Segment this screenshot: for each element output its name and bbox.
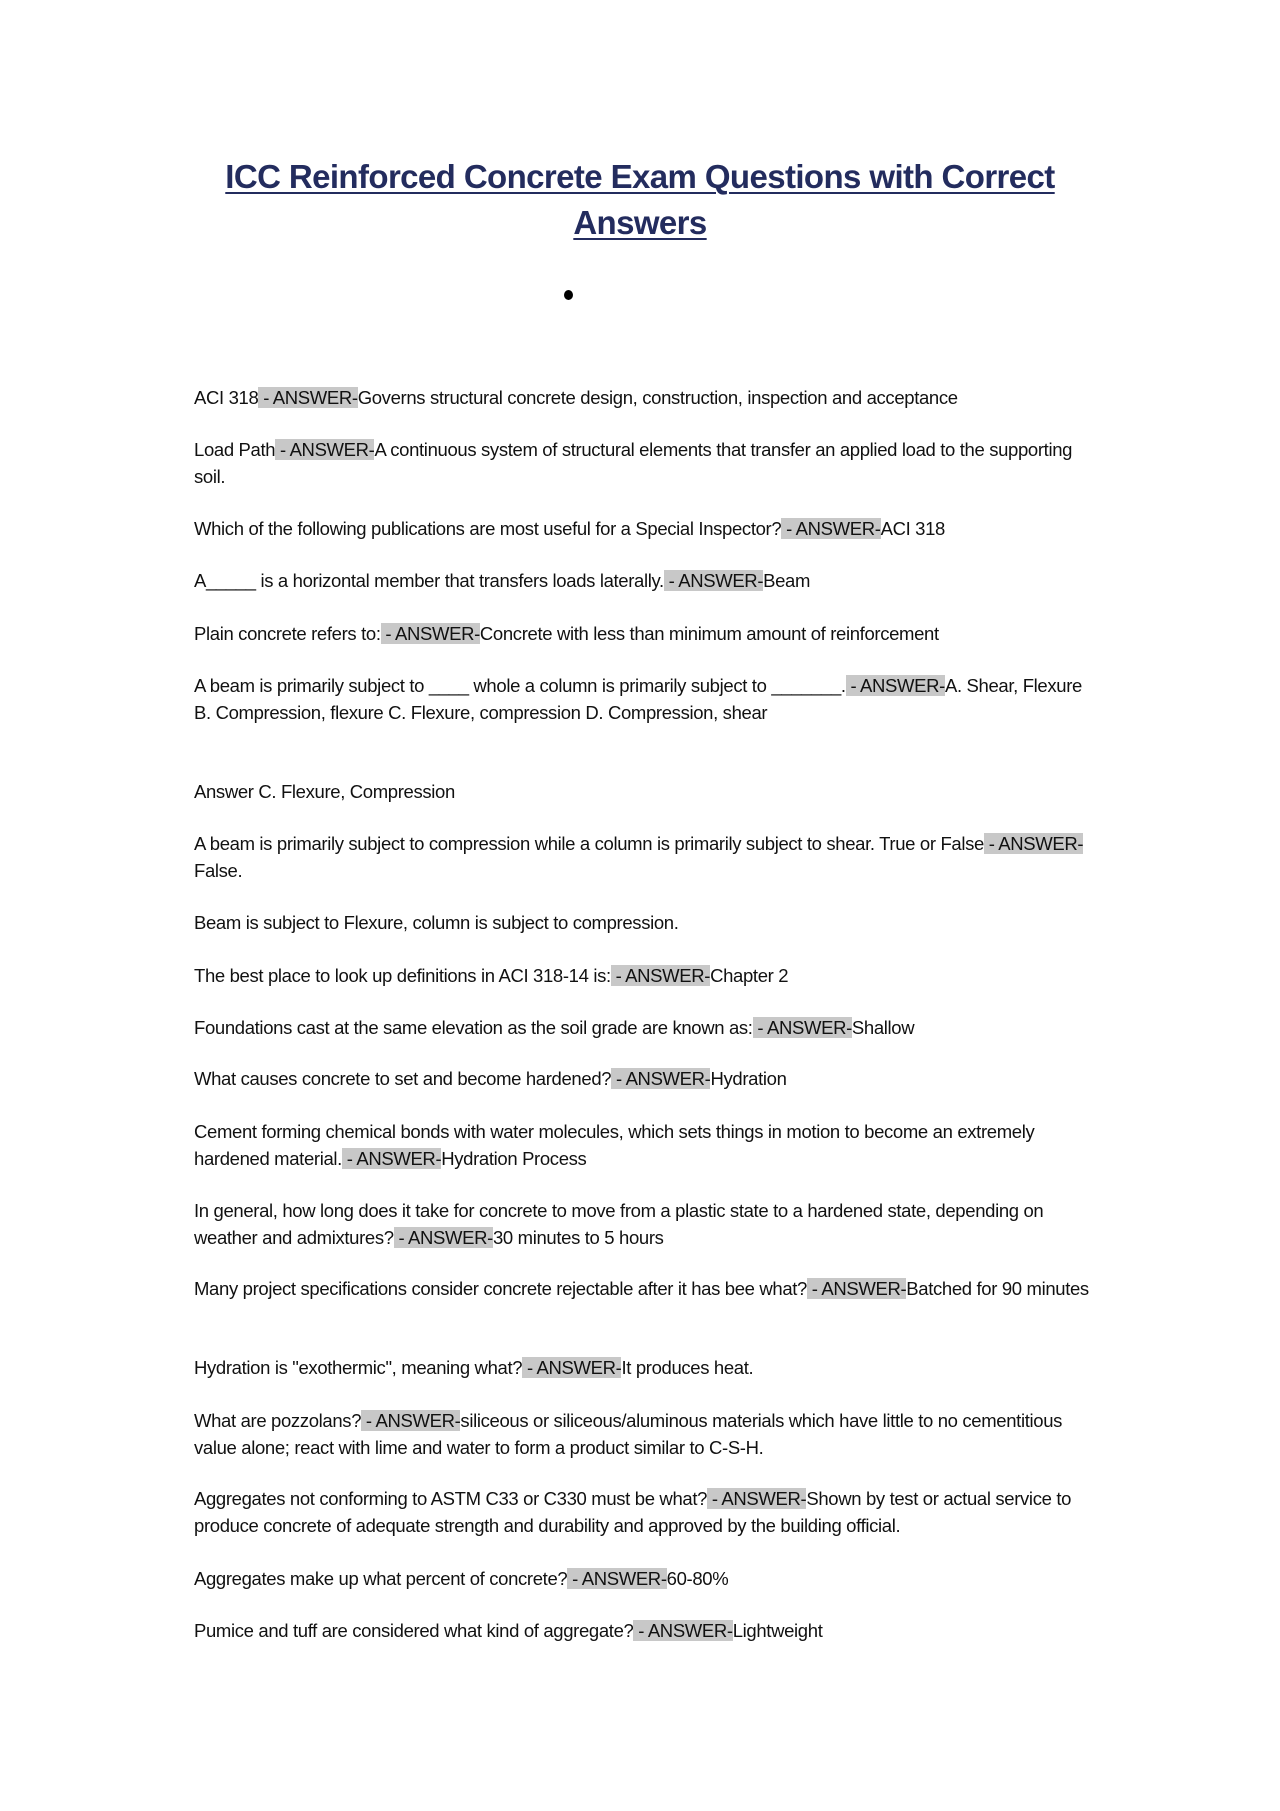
- answer-text: Governs structural concrete design, construction, inspection and acceptance: [357, 387, 958, 408]
- answer-text: siliceous or siliceous/aluminous materials which have little to no cementitious value alone; react with lime and water to form a product similar to C-S-H.: [194, 1410, 1063, 1458]
- answer-marker: - ANSWER-: [522, 1357, 622, 1378]
- bullet-icon: [564, 290, 573, 300]
- answer-marker: - ANSWER-: [845, 675, 945, 696]
- qa-item: [194, 1015, 1094, 1042]
- question-text: Cement forming chemical bonds with water molecules, which sets things in motion to become an extremely hardened material.: [194, 1121, 1035, 1169]
- qa-item: [194, 1198, 1094, 1251]
- question-text: ACI 318: [194, 387, 259, 408]
- answer-note: Answer C. Flexure, Compression: [194, 781, 455, 802]
- question-text: A_____ is a horizontal member that transfers loads laterally.: [194, 570, 664, 591]
- question-text: Load Path: [194, 439, 276, 460]
- question-text: What causes concrete to set and become hardened?: [194, 1068, 612, 1089]
- answer-text: Shallow: [851, 1017, 915, 1038]
- answer-marker: - ANSWER-: [275, 439, 375, 460]
- title-text: Answers: [573, 204, 707, 241]
- answer-marker: - ANSWER-: [361, 1410, 461, 1431]
- document-title-line1: [150, 158, 1130, 196]
- answer-marker: - ANSWER-: [983, 833, 1084, 854]
- answer-marker: - ANSWER-: [663, 570, 764, 591]
- answer-marker: - ANSWER-: [341, 1147, 442, 1169]
- answer-text: False.: [194, 859, 243, 881]
- qa-item: [194, 621, 1094, 648]
- answer-marker: - ANSWER-: [258, 387, 358, 408]
- qa-item: [194, 673, 1094, 726]
- title-text: ICC Reinforced Concrete Exam Questions with Correct: [225, 158, 1055, 195]
- answer-text: Hydration: [710, 1068, 787, 1089]
- answer-marker: - ANSWER-: [611, 1068, 711, 1089]
- answer-text: Concrete with less than minimum amount of reinforcement: [479, 623, 939, 644]
- question-text: Many project specifications consider concrete rejectable after it has bee what?: [194, 1278, 807, 1299]
- qa-item: [194, 1408, 1094, 1461]
- qa-item: [194, 1276, 1094, 1303]
- answer-text: ACI 318: [880, 518, 945, 539]
- question-text: Hydration is "exothermic", meaning what?: [194, 1357, 523, 1378]
- answer-marker: - ANSWER-: [610, 965, 711, 986]
- beam-note: Beam is subject to Flexure, column is subject to compression.: [194, 912, 679, 933]
- answer-marker: - ANSWER-: [781, 518, 881, 539]
- document-title-line2: [150, 204, 1130, 242]
- answer-text: 30 minutes to 5 hours: [492, 1226, 664, 1248]
- answer-text: Shown by test or actual service to produce concrete of adequate strength and durability and approved by the building official.: [194, 1488, 1072, 1536]
- question-text: The best place to look up definitions in ACI 318-14 is:: [194, 965, 611, 986]
- answer-marker: - ANSWER-: [380, 623, 480, 644]
- qa-item: [194, 1566, 1094, 1593]
- answer-text: A. Shear, Flexure B. Compression, flexure C. Flexure, compression D. Compression, shear: [194, 675, 1082, 723]
- answer-text: Chapter 2: [710, 965, 789, 986]
- qa-item: [194, 1486, 1094, 1539]
- answer-text: Lightweight: [732, 1620, 823, 1641]
- answer-marker: - ANSWER-: [807, 1278, 907, 1299]
- qa-item: [194, 516, 1094, 543]
- qa-item: [194, 1355, 1094, 1382]
- question-text: Pumice and tuff are considered what kind of aggregate?: [194, 1620, 634, 1641]
- question-text: Which of the following publications are most useful for a Special Inspector?: [194, 518, 782, 539]
- qa-item: [194, 963, 1094, 990]
- qa-item: [194, 437, 1094, 490]
- qa-item: [194, 568, 1094, 595]
- answer-text: A continuous system of structural elements that transfer an applied load to the supporting soil.: [194, 439, 1073, 487]
- question-text: What are pozzolans?: [194, 1410, 362, 1431]
- qa-item: [194, 831, 1094, 884]
- question-text: Aggregates not conforming to ASTM C33 or C330 must be what?: [194, 1488, 708, 1509]
- answer-text: 60-80%: [666, 1568, 729, 1589]
- answer-text: It produces heat.: [621, 1357, 754, 1378]
- qa-item: [194, 1119, 1094, 1172]
- answer-marker: - ANSWER-: [393, 1226, 493, 1248]
- qa-item: [194, 1618, 1094, 1645]
- qa-item: [194, 385, 1094, 412]
- answer-marker: - ANSWER-: [633, 1620, 733, 1641]
- answer-text: Batched for 90 minutes: [906, 1278, 1089, 1299]
- question-text: A beam is primarily subject to compression while a column is primarily subject to shear. True or False: [194, 833, 984, 854]
- answer-marker: - ANSWER-: [707, 1488, 807, 1509]
- question-text: Plain concrete refers to:: [194, 623, 381, 644]
- question-text: Foundations cast at the same elevation as the soil grade are known as:: [194, 1017, 753, 1038]
- question-text: Aggregates make up what percent of concrete?: [194, 1568, 568, 1589]
- question-text: In general, how long does it take for concrete to move from a plastic state to a hardened state, depending on weather and admixtures?: [194, 1200, 1044, 1248]
- question-text: A beam is primarily subject to ____ whole a column is primarily subject to _______.: [194, 675, 846, 696]
- answer-marker: - ANSWER-: [752, 1017, 852, 1038]
- qa-item: [194, 1066, 1094, 1093]
- answer-text: Hydration Process: [441, 1147, 587, 1169]
- answer-marker: - ANSWER-: [567, 1568, 667, 1589]
- answer-text: Beam: [763, 570, 811, 591]
